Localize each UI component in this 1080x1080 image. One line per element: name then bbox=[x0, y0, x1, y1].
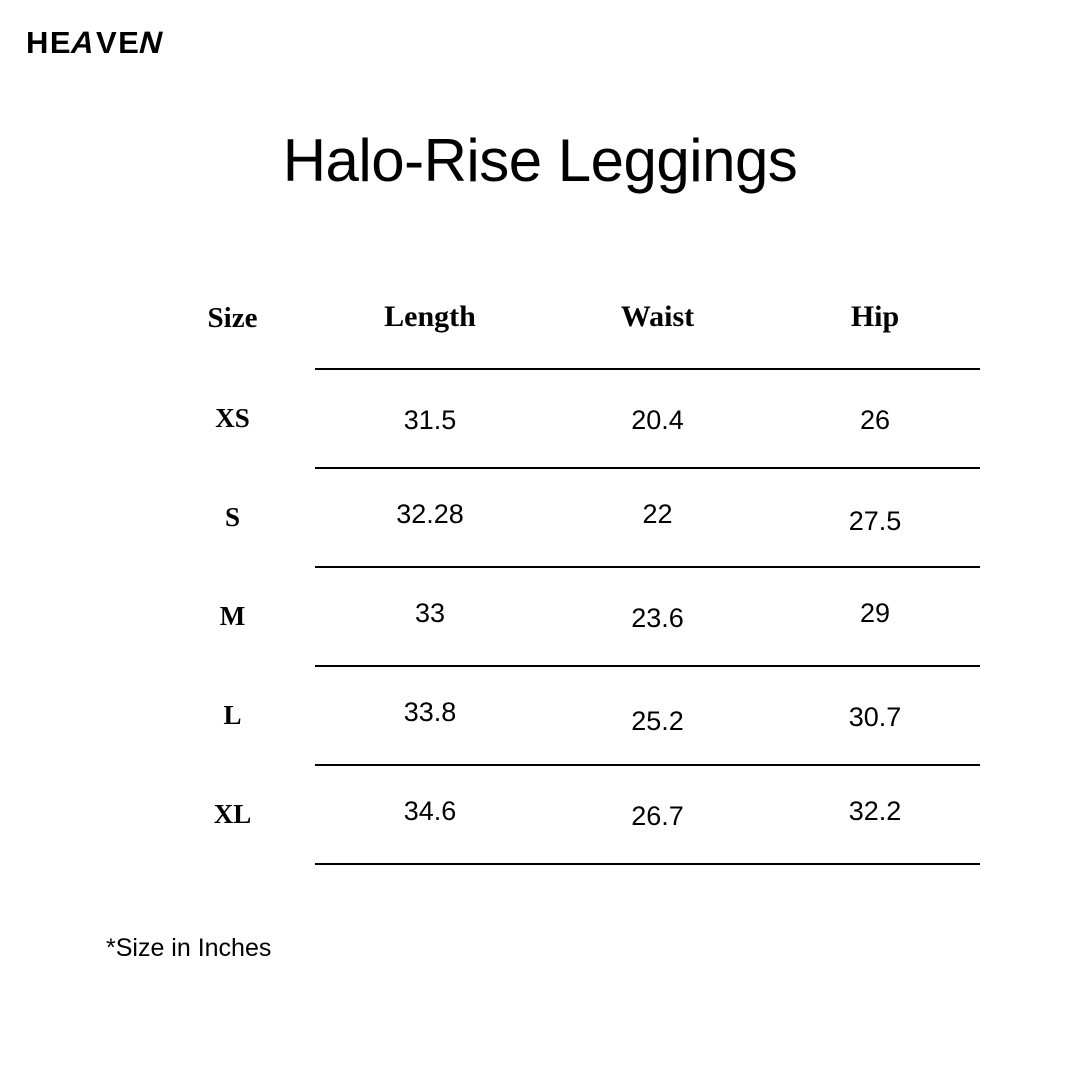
cell-hip-value: 29 bbox=[859, 598, 891, 628]
cell-hip-value: 32.2 bbox=[848, 796, 902, 826]
table-row bbox=[150, 765, 980, 864]
brand-logo-part-3: VE bbox=[95, 25, 141, 60]
cell-waist bbox=[545, 666, 770, 765]
cell-waist-value: 25.2 bbox=[631, 706, 684, 736]
column-header-hip: Hip bbox=[770, 300, 980, 369]
size-chart-table bbox=[150, 300, 980, 865]
cell-waist-value: 22 bbox=[642, 499, 673, 529]
column-header-size: Size bbox=[207, 302, 258, 334]
cell-size: XS bbox=[215, 403, 250, 433]
cell-hip bbox=[770, 765, 980, 864]
cell-length bbox=[315, 468, 545, 567]
column-header-length: Length bbox=[315, 300, 545, 369]
cell-length bbox=[315, 765, 545, 864]
brand-logo-part-4: N bbox=[135, 25, 169, 60]
cell-length-value: 34.6 bbox=[403, 796, 457, 826]
cell-waist bbox=[545, 369, 770, 468]
brand-logo-part-1: HE bbox=[26, 25, 73, 60]
size-chart bbox=[150, 300, 980, 865]
cell-hip-value: 30.7 bbox=[848, 702, 902, 732]
cell-length-value: 33.8 bbox=[403, 697, 457, 727]
cell-hip bbox=[770, 468, 980, 567]
cell-size: M bbox=[219, 601, 246, 631]
cell-length-value: 32.28 bbox=[396, 499, 464, 529]
table-row bbox=[150, 468, 980, 567]
cell-length bbox=[315, 369, 545, 468]
page-title: Halo-Rise Leggings bbox=[282, 127, 798, 194]
cell-size: XL bbox=[213, 799, 252, 829]
cell-length-value: 33 bbox=[414, 598, 446, 628]
table-header-row bbox=[150, 300, 980, 369]
cell-hip bbox=[770, 369, 980, 468]
table-row bbox=[150, 666, 980, 765]
cell-size: L bbox=[223, 700, 242, 730]
cell-waist-value: 23.6 bbox=[631, 603, 684, 633]
cell-length bbox=[315, 666, 545, 765]
cell-hip-value: 26 bbox=[859, 405, 891, 435]
brand-logo-part-2: A bbox=[67, 25, 101, 60]
cell-hip-value: 27.5 bbox=[848, 506, 902, 536]
cell-length bbox=[315, 567, 545, 666]
table-row bbox=[150, 369, 980, 468]
table-row bbox=[150, 567, 980, 666]
cell-hip bbox=[770, 666, 980, 765]
column-header-waist: Waist bbox=[545, 300, 770, 369]
cell-length-value: 31.5 bbox=[403, 405, 457, 435]
cell-size: S bbox=[224, 502, 241, 532]
cell-hip bbox=[770, 567, 980, 666]
brand-logo bbox=[26, 25, 169, 60]
cell-waist-value: 20.4 bbox=[631, 405, 684, 435]
cell-waist bbox=[545, 567, 770, 666]
cell-waist-value: 26.7 bbox=[631, 801, 684, 831]
cell-waist bbox=[545, 468, 770, 567]
footnote: *Size in Inches bbox=[106, 934, 272, 962]
cell-waist bbox=[545, 765, 770, 864]
